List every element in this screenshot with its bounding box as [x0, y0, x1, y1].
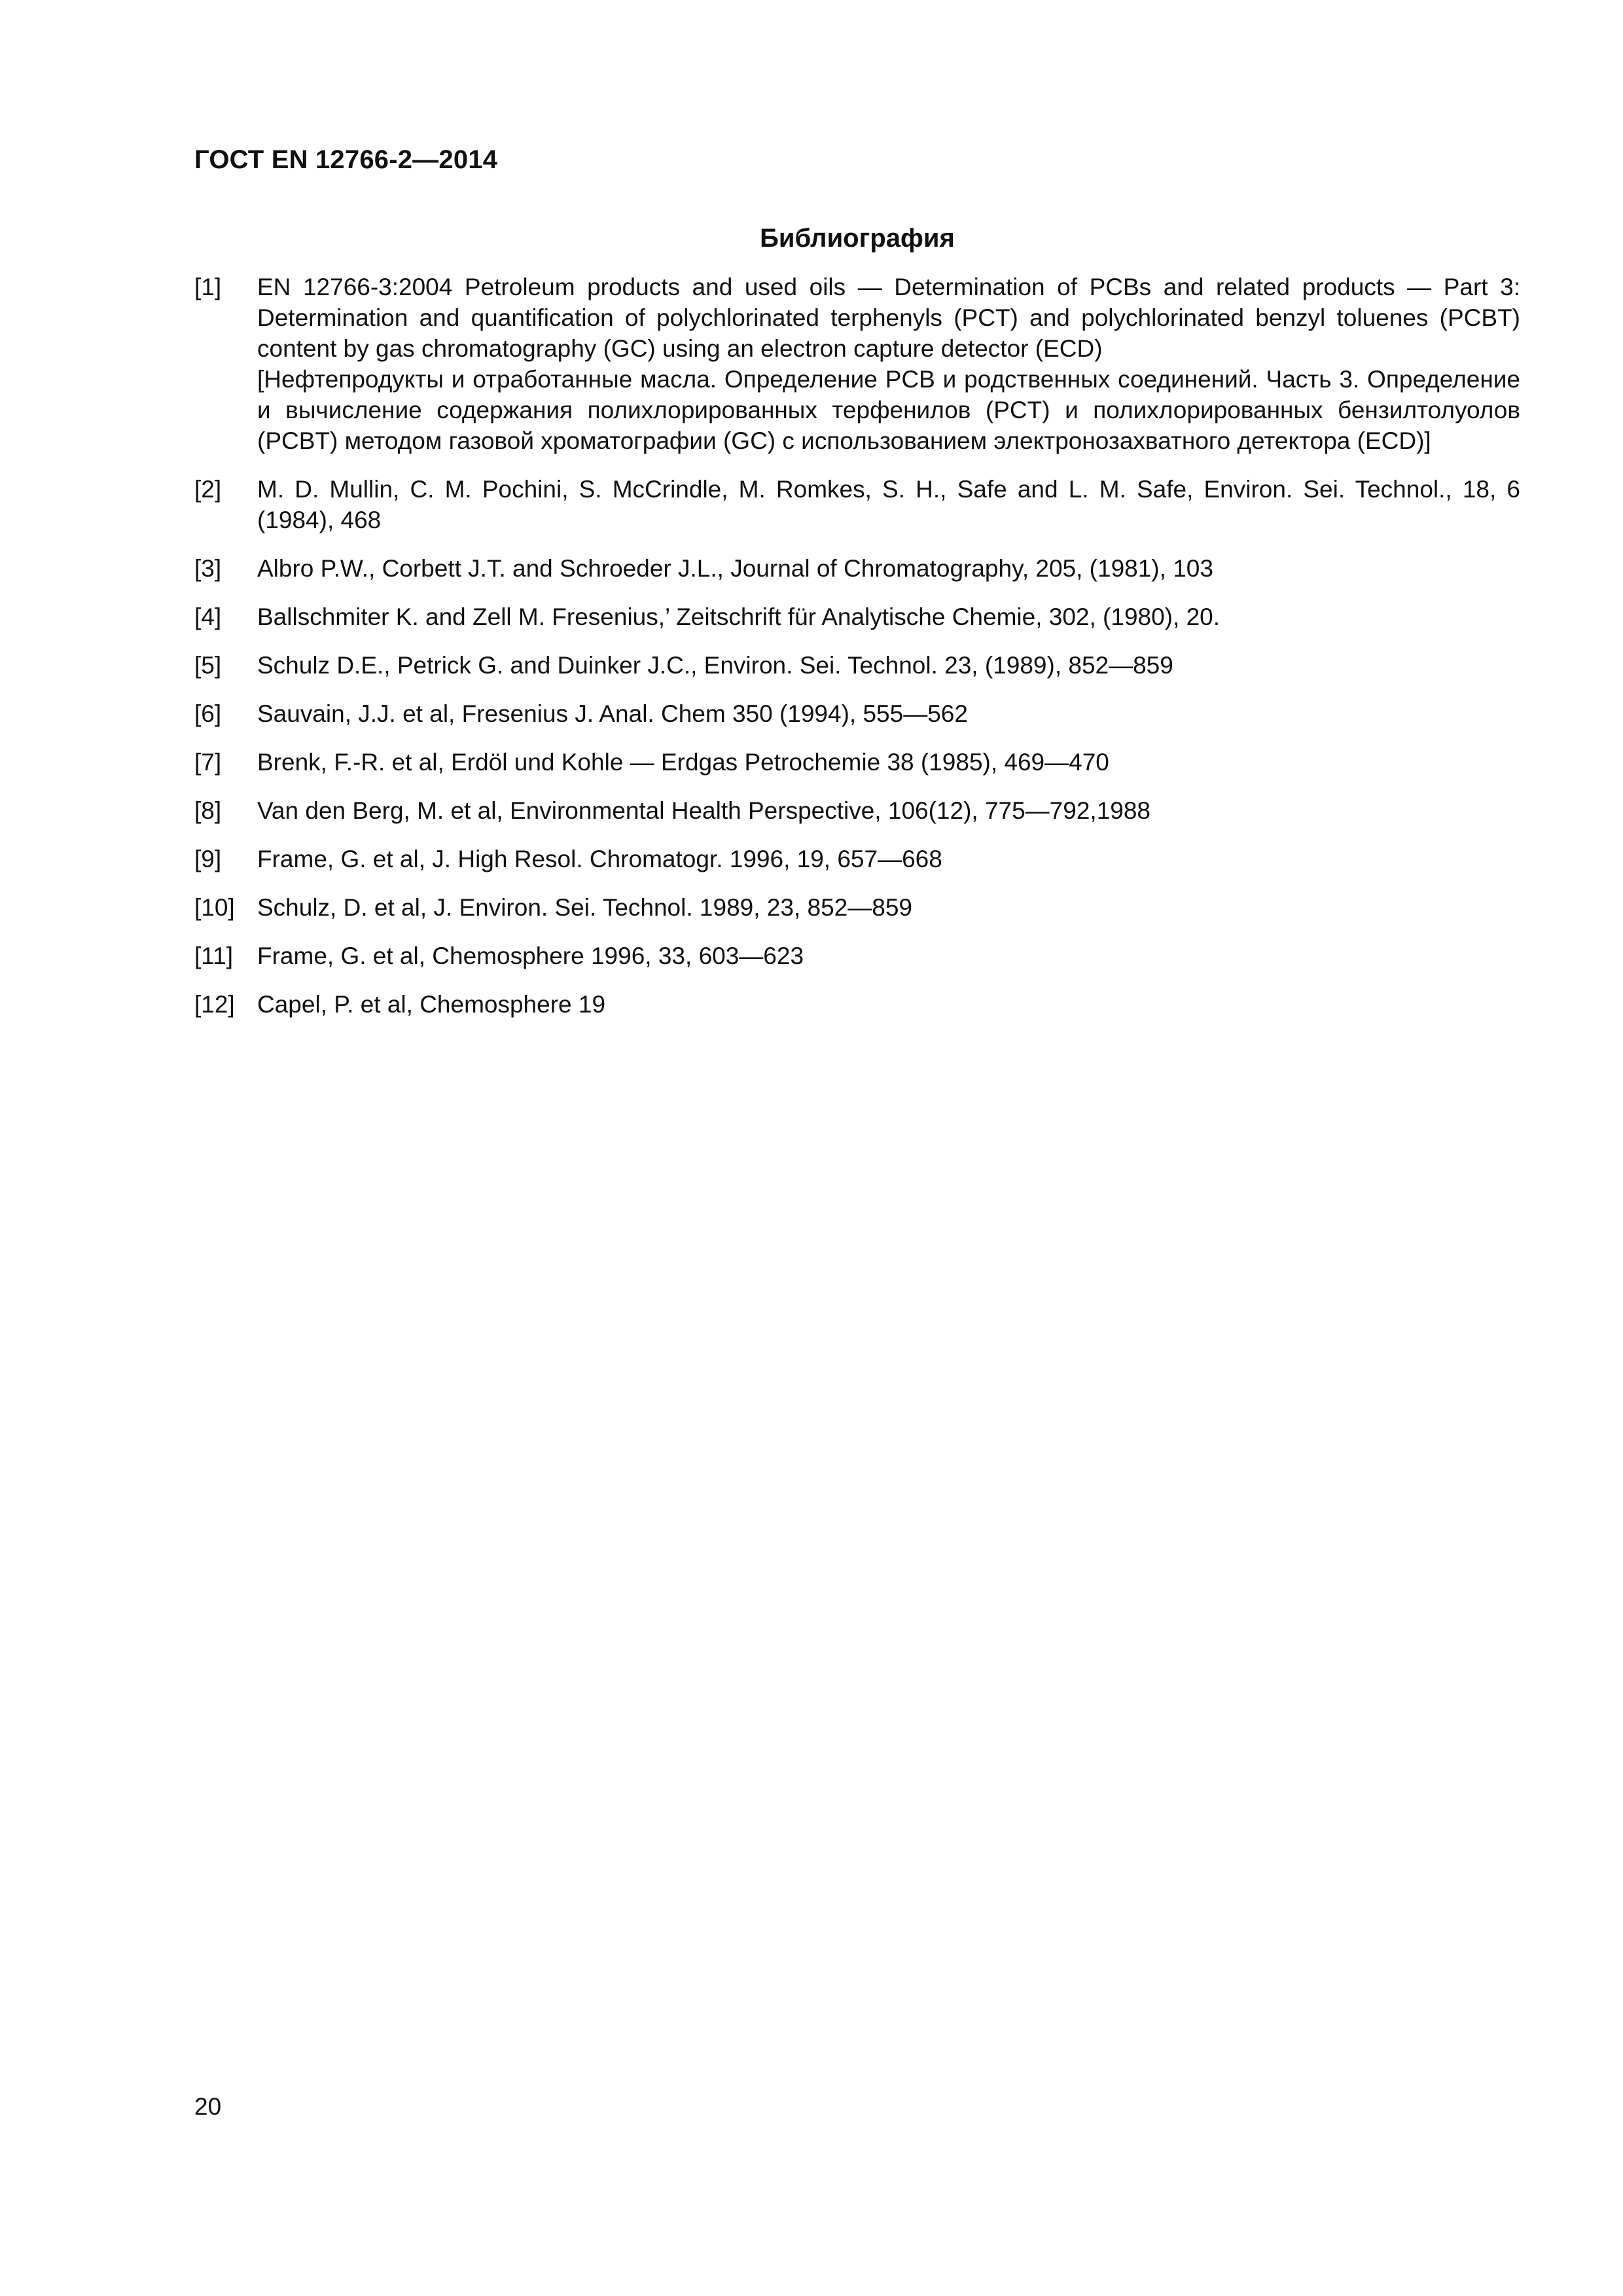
entry-line: Albro P.W., Corbett J.T. and Schroeder J.L., Journal of Chromatography, 205, (1981), 103 [257, 555, 1213, 582]
entry-text [257, 474, 1520, 535]
entry-number: [6] [194, 700, 222, 727]
bibliography-entry [194, 844, 1520, 874]
entry-text [257, 844, 1520, 874]
entry-text [257, 941, 1520, 971]
entry-line: Frame, G. et al, Chemosphere 1996, 33, 603—623 [257, 942, 804, 969]
entry-text [257, 272, 1520, 456]
bibliography-entry [194, 650, 1520, 681]
entry-number: [1] [194, 274, 222, 300]
entry-text [257, 601, 1520, 632]
entry-text [257, 698, 1520, 729]
entry-line: Capel, P. et al, Chemosphere 19 [257, 991, 606, 1018]
page-number: 20 [194, 2093, 222, 2120]
entry-line: EN 12766-3:2004 Petroleum products and used oils — Determination of PCBs and related products — Part 3: Determination and quantification of polychlorinated terphenyls (PCT) and polychlorinated benzyl toluenes (PCBT) content by gas chromatography (GC) using an electron capture detector (ECD) [257, 274, 1520, 362]
entry-number: [10] [194, 894, 235, 921]
entry-number: [8] [194, 797, 222, 824]
bibliography-list [194, 272, 1520, 1037]
entry-number: [7] [194, 749, 222, 776]
document-header: ГОСТ EN 12766-2—2014 [194, 145, 498, 174]
entry-text [257, 747, 1520, 778]
entry-number: [11] [194, 942, 233, 969]
entry-text [257, 795, 1520, 826]
entry-line: M. D. Mullin, C. M. Pochini, S. McCrindle, M. Romkes, S. H., Safe and L. M. Safe, Environ. Sei. Technol., 18, 6 (1984), 468 [257, 476, 1520, 533]
section-title: Библиография [760, 224, 955, 253]
bibliography-entry [194, 272, 1520, 456]
bibliography-entry [194, 795, 1520, 826]
entry-line: Frame, G. et al, J. High Resol. Chromatogr. 1996, 19, 657—668 [257, 846, 942, 872]
entry-line: Sauvain, J.J. et al, Fresenius J. Anal. Chem 350 (1994), 555—562 [257, 700, 968, 727]
entry-number: [4] [194, 603, 222, 630]
bibliography-entry [194, 892, 1520, 923]
entry-text [257, 989, 1520, 1020]
entry-number: [9] [194, 846, 222, 872]
entry-number: [12] [194, 991, 235, 1018]
bibliography-entry [194, 698, 1520, 729]
entry-line: Schulz, D. et al, J. Environ. Sei. Technol. 1989, 23, 852—859 [257, 894, 912, 921]
entry-line: Schulz D.E., Petrick G. and Duinker J.C., Environ. Sei. Technol. 23, (1989), 852—859 [257, 652, 1173, 679]
entry-number: [3] [194, 555, 222, 582]
entry-text [257, 650, 1520, 681]
bibliography-entry [194, 989, 1520, 1020]
entry-text [257, 892, 1520, 923]
entry-line: Brenk, F.-R. et al, Erdöl und Kohle — Erdgas Petrochemie 38 (1985), 469—470 [257, 749, 1109, 776]
entry-line: [Нефтепродукты и отработанные масла. Определение PCB и родственных соединений. Часть 3. Определение и вычисление содержания полихлорированных терфенилов (PCT) и полихлорированных бензилтолуолов (PCBT) методом газовой хроматографии (GC) с использованием электронозахватного детектора (ECD)] [257, 366, 1520, 454]
entry-number: [2] [194, 476, 222, 503]
bibliography-entry [194, 941, 1520, 971]
bibliography-entry [194, 747, 1520, 778]
bibliography-entry [194, 553, 1520, 584]
bibliography-entry [194, 601, 1520, 632]
entry-text [257, 553, 1520, 584]
bibliography-entry [194, 474, 1520, 535]
entry-number: [5] [194, 652, 222, 679]
entry-line: Van den Berg, M. et al, Environmental Health Perspective, 106(12), 775—792,1988 [257, 797, 1151, 824]
entry-line: Ballschmiter K. and Zell M. Fresenius,’ Zeitschrift für Analytische Chemie, 302, (1980), 20. [257, 603, 1221, 630]
